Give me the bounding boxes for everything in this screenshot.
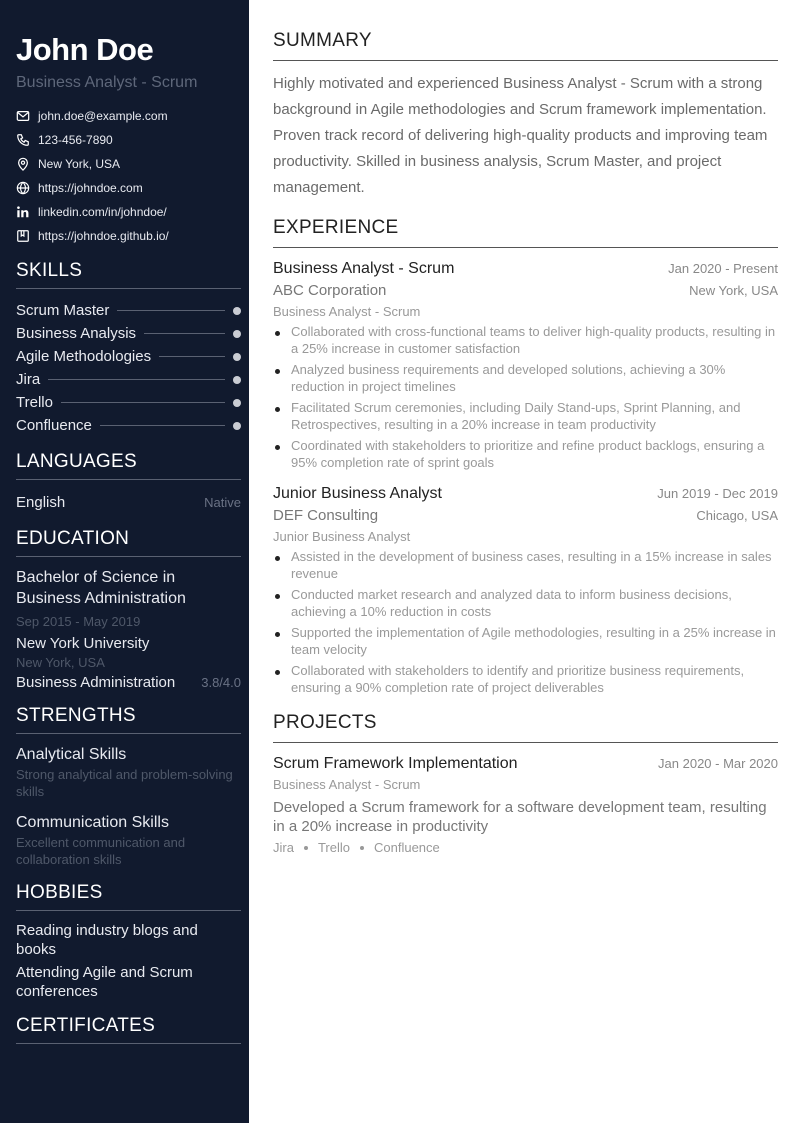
- contact-linkedin[interactable]: [16, 200, 241, 224]
- contact-location: [16, 152, 241, 176]
- skill-item: Jira: [16, 368, 241, 391]
- skills-title: SKILLS: [16, 260, 241, 289]
- skill-level-dot: [233, 330, 241, 338]
- skills-section: [16, 260, 241, 437]
- list-item: Facilitated Scrum ceremonies, including Daily Stand-ups, Sprint Planning, and Retrospectives, resulting in a 20% increase in team productivity: [273, 399, 778, 433]
- language-level: Native: [204, 494, 241, 510]
- experience-item: [273, 483, 778, 696]
- job-location: New York, USA: [689, 283, 778, 298]
- education-degree: Bachelor of Science in Business Administration: [16, 569, 186, 607]
- certificates-section: [16, 1015, 241, 1044]
- list-item: Supported the implementation of Agile methodologies, resulting in a 25% increase in team velocity: [273, 624, 778, 658]
- language-item: [16, 490, 241, 514]
- experience-title: EXPERIENCE: [273, 217, 778, 248]
- education-area: Business Administration: [16, 674, 176, 691]
- globe-icon: [16, 181, 38, 195]
- contact-website[interactable]: [16, 176, 241, 200]
- project-title: Scrum Framework Implementation: [273, 755, 518, 772]
- profile-name: John Doe: [16, 32, 154, 67]
- location-icon: [16, 157, 38, 171]
- job-date: Jan 2020 - Present: [668, 261, 778, 276]
- language-name: English: [16, 493, 66, 511]
- skill-level-dot: [233, 376, 241, 384]
- contact-email-text: john.doe@example.com: [38, 109, 168, 123]
- project-role: Business Analyst - Scrum: [273, 777, 421, 792]
- hobbies-section: [16, 882, 241, 1001]
- hobbies-title: HOBBIES: [16, 882, 241, 911]
- job-role: Junior Business Analyst: [273, 529, 411, 544]
- contact-website-text: https://johndoe.com: [38, 181, 143, 195]
- job-company: ABC Corporation: [273, 282, 387, 299]
- job-title: Junior Business Analyst: [273, 485, 442, 502]
- projects-section: [273, 712, 778, 855]
- certificates-title: CERTIFICATES: [16, 1015, 241, 1044]
- list-item: Conducted market research and analyzed data to inform business decisions, achieving a 10% reduction in costs: [273, 586, 778, 620]
- project-desc: Developed a Scrum framework for a software development team, resulting in a 20% increase in productivity: [273, 799, 767, 835]
- job-location: Chicago, USA: [696, 508, 778, 523]
- contact-email[interactable]: [16, 104, 241, 128]
- contact-list: [16, 104, 241, 248]
- skill-level-dot: [233, 399, 241, 407]
- skill-item: Confluence: [16, 414, 241, 437]
- projects-title: PROJECTS: [273, 712, 778, 743]
- project-tech-list: [273, 840, 778, 855]
- job-bullets: [273, 548, 778, 696]
- education-school: New York University: [16, 635, 150, 652]
- phone-icon: [16, 133, 38, 147]
- languages-title: LANGUAGES: [16, 451, 241, 480]
- strength-desc: Strong analytical and problem-solving skills: [16, 767, 233, 799]
- contact-portfolio-text: https://johndoe.github.io/: [38, 229, 169, 243]
- education-dates: Sep 2015 - May 2019: [16, 614, 141, 629]
- experience-section: [273, 217, 778, 696]
- main-content: [249, 0, 794, 1123]
- strength-name: Communication Skills: [16, 814, 169, 831]
- hobby-item: Reading industry blogs and books: [16, 922, 198, 958]
- tech-tag: Trello: [317, 840, 350, 855]
- skill-level-dot: [233, 353, 241, 361]
- education-section: [16, 528, 241, 691]
- list-item: Analyzed business requirements and developed solutions, achieving a 30% reduction in project timelines: [273, 361, 778, 395]
- strengths-section: [16, 705, 241, 868]
- education-title: EDUCATION: [16, 528, 241, 557]
- linkedin-icon: [16, 205, 38, 219]
- list-item: Collaborated with stakeholders to identify and prioritize business requirements, ensuring a 90% completion rate of project deliverables: [273, 662, 778, 696]
- hobby-item: Attending Agile and Scrum conferences: [16, 964, 193, 1000]
- separator-dot: [304, 846, 308, 850]
- summary-title: SUMMARY: [273, 30, 778, 61]
- tech-tag: Jira: [273, 840, 294, 855]
- skill-item: Trello: [16, 391, 241, 414]
- skill-item: Business Analysis: [16, 322, 241, 345]
- education-score: 3.8/4.0: [201, 675, 241, 690]
- profile-headline: Business Analyst - Scrum: [16, 74, 198, 91]
- project-date: Jan 2020 - Mar 2020: [658, 756, 778, 771]
- strength-desc: Excellent communication and collaboration skills: [16, 835, 186, 867]
- separator-dot: [360, 846, 364, 850]
- experience-item: [273, 258, 778, 471]
- contact-linkedin-text: linkedin.com/in/johndoe/: [38, 205, 167, 219]
- list-item: Coordinated with stakeholders to prioritize and refine product backlogs, ensuring a 95% completion rate of sprint goals: [273, 437, 778, 471]
- contact-location-text: New York, USA: [38, 157, 121, 171]
- skill-level-dot: [233, 422, 241, 430]
- job-title: Business Analyst - Scrum: [273, 260, 455, 277]
- education-location: New York, USA: [16, 655, 105, 670]
- book-icon: [16, 229, 38, 243]
- skill-item: Agile Methodologies: [16, 345, 241, 368]
- contact-portfolio[interactable]: [16, 224, 241, 248]
- job-date: Jun 2019 - Dec 2019: [657, 486, 778, 501]
- summary-section: [273, 30, 778, 201]
- list-item: Collaborated with cross-functional teams to deliver high-quality products, resulting in a 25% increase in customer satisfaction: [273, 323, 778, 357]
- tech-tag: Confluence: [373, 840, 440, 855]
- strength-name: Analytical Skills: [16, 746, 127, 763]
- skill-item: Scrum Master: [16, 299, 241, 322]
- list-item: Assisted in the development of business cases, resulting in a 15% increase in sales revenue: [273, 548, 778, 582]
- summary-text: Highly motivated and experienced Business Analyst - Scrum with a strong background in Agile methodologies and Scrum framework implementation. Proven track record of delivering high-quality products and improving team productivity. Skilled in business analysis, Scrum Master, and project management.: [273, 75, 768, 196]
- languages-section: [16, 451, 241, 514]
- skill-level-dot: [233, 307, 241, 315]
- job-role: Business Analyst - Scrum: [273, 304, 421, 319]
- sidebar: [0, 0, 249, 1123]
- job-bullets: [273, 323, 778, 471]
- mail-icon: [16, 109, 38, 123]
- job-company: DEF Consulting: [273, 507, 379, 524]
- contact-phone-text: 123-456-7890: [38, 133, 113, 147]
- contact-phone[interactable]: [16, 128, 241, 152]
- strengths-title: STRENGTHS: [16, 705, 241, 734]
